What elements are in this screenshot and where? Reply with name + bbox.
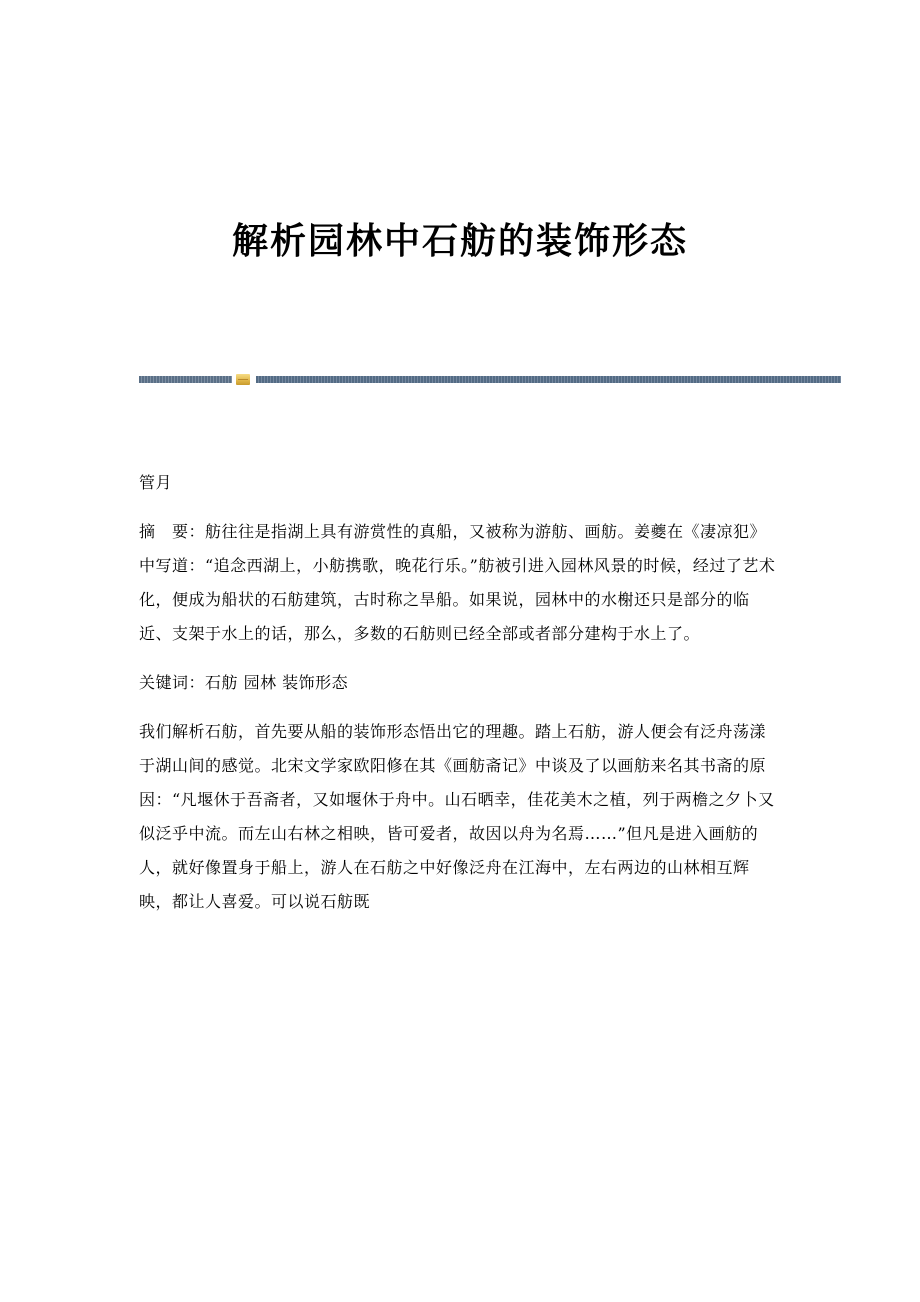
document-title: 解析园林中石舫的装饰形态 <box>231 220 688 262</box>
abstract-paragraph: 摘 要：舫往往是指湖上具有游赏性的真船，又被称为游舫、画舫。姜夔在《凄凉犯》中写道：“追念西湖上，小舫携歌，晚花行乐。”舫被引进入园林风景的时候，经过了艺术化，便成为船状的石舫建筑，古时称之旱船。如果说，园林中的水榭还只是部分的临近、支架于水上的话，那么，多数的石舫则已经全部或者部分建构于水上了。 <box>139 522 776 643</box>
document-body <box>139 466 779 934</box>
author-name: 管月 <box>139 473 173 492</box>
divider-bar-left <box>139 376 232 383</box>
body-paragraph: 我们解析石舫，首先要从船的装饰形态悟出它的理趣。踏上石舫，游人便会有泛舟荡漾于湖山间的感觉。北宋文学家欧阳修在其《画舫斋记》中谈及了以画舫来名其书斋的原因：“凡堰休于吾斋者，又如堰休于舟中。山石晒幸，佳花美木之植，列于两檐之夕卜又似泛乎中流。而左山右林之相映，皆可爱者，故因以舟为名焉……”但凡是进入画舫的人，就好像置身于船上，游人在石舫之中好像泛舟在江海中，左右两边的山林相互辉映，都让人喜爱。可以说石舫既 <box>139 722 775 911</box>
divider-bar-right <box>256 376 841 383</box>
keywords-line: 关键词：石舫 园林 装饰形态 <box>139 673 349 692</box>
title-divider <box>139 374 841 384</box>
divider-ornament-icon <box>236 374 250 385</box>
